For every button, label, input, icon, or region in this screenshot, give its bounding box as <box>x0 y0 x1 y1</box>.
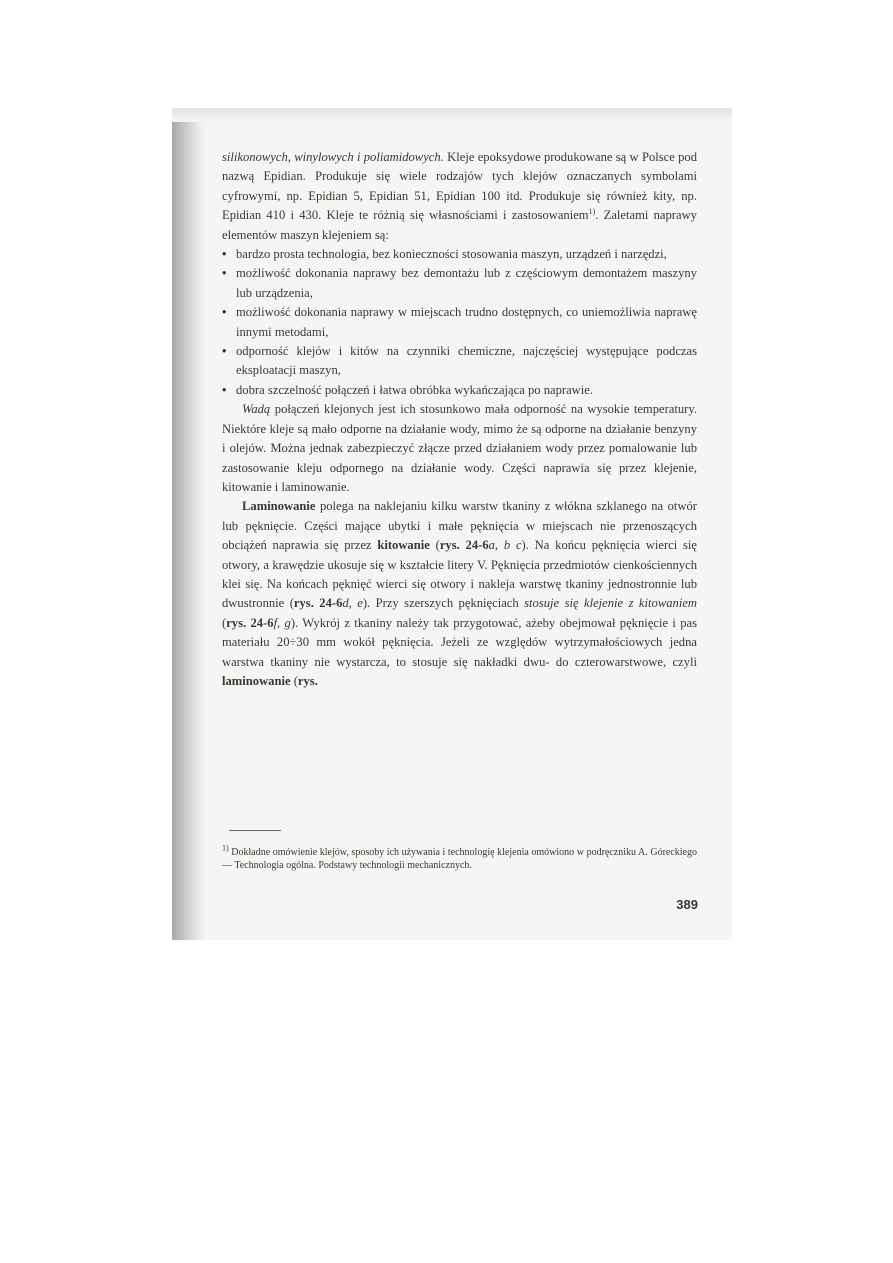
paragraph-3: Laminowanie polega na naklejaniu kilku warstw tkaniny z włókna szklanego na otwór lub pęknięcie. Części mające ubytki i małe pęknięcia w miejscach nie przenoszących obciążeń naprawia się przez kitowanie (rys. 24-6a, b c). Na końcu pęknięcia wierci się otwory, a krawędzie ukosuje się w kształcie litery V. Pęknięcia przedmiotów cienkościennych klei się. Na końcach pęknięć wierci się otwory i nakleja warstwę tkaniny jednostronnie lub dwustronnie (rys. 24-6d, e). Przy szerszych pęknięciach stosuje się klejenie z kitowaniem (rys. 24-6f, g). Wykrój z tkaniny należy tak przygotować, ażeby obejmował pęknięcie i pas materiału 20÷30 mm wokół pęknięcia. Jeżeli ze względów wytrzymałościowych jedna warstwa tkaniny nie wystarcza, to stosuje się nakładki dwu- do czterowarstwowe, czyli laminowanie (rys. <box>222 499 698 688</box>
list-item: • bardzo prosta technologia, bez konieczności stosowania maszyn, urządzeń i narzędzi, <box>222 245 697 264</box>
footnote-reference: 1) <box>588 207 596 217</box>
footnote: $^{1)}$ Dokładne omówienie klejów, sposoby ich używania i technologię klejenia omówiono w podręczniku A. Góreckiego — Technologia ogólna. Podstawy technologii mechanicznych. <box>222 843 697 871</box>
list-item: • możliwość dokonania naprawy w miejscach trudno dostępnych, co uniemożliwia naprawę innymi metodami, <box>222 303 697 342</box>
footnote-divider <box>229 830 281 831</box>
list-item: • dobra szczelność połączeń i łatwa obróbka wykańczająca po naprawie. <box>222 381 697 400</box>
laminowanie-term: Laminowanie <box>242 499 316 514</box>
figure-reference: rys. 24-6 <box>293 596 343 611</box>
page-top-shadow <box>172 108 732 122</box>
figure-reference: rys. 24-6 <box>439 538 489 553</box>
paragraph-2: Wadą połączeń klejonych jest ich stosunkowo mała odporność na wysokie temperatury. Niektóre kleje są mało odporne na działanie wody, mimo że są odporne na działanie benzyny i olejów. Można jednak zabezpieczyć złącze przed działaniem wody przez pomalowanie lub zastosowanie kleju odpornego na działanie wody. Części naprawia się przez klejenie, kitowanie i laminowanie. <box>222 402 697 494</box>
figure-reference: rys. <box>297 673 318 688</box>
list-item: • odporność klejów i kitów na czynniki chemiczne, najczęściej występujące podczas eksploatacji maszyn, <box>222 342 697 381</box>
advantages-list <box>222 245 697 400</box>
body-text <box>222 148 697 691</box>
paragraph-2-italic: Wadą <box>242 402 271 417</box>
scanned-page <box>172 108 732 940</box>
paragraph-1: silikonowych, winylowych i poliamidowych. Kleje epoksydowe produkowane są w Polsce pod nazwą Epidian. Produkuje się wiele rodzajów tych klejów oznaczanych symbolami cyfrowymi, np. Epidian 5, Epidian 51, Epidian 100 itd. Produkuje się również kity, np. Epidian 410 i 430. Kleje te różnią się własnościami i zastosowaniem$^{1)}$. Zaletami naprawy elementów maszyn klejeniem są: <box>222 150 698 242</box>
paragraph-1-italic: silikonowych, winylowych i poliamidowych. <box>222 150 444 164</box>
page-binding-shadow <box>172 108 206 940</box>
footnote-marker: 1) <box>222 843 229 853</box>
list-item: • możliwość dokonania naprawy bez demontażu lub z częściowym demontażem maszyny lub urządzenia, <box>222 264 697 303</box>
kitowanie-term: kitowanie <box>377 538 430 553</box>
figure-reference: rys. 24-6 <box>226 615 274 630</box>
laminowanie-term: laminowanie <box>222 673 291 688</box>
page-number: 389 <box>676 897 698 912</box>
